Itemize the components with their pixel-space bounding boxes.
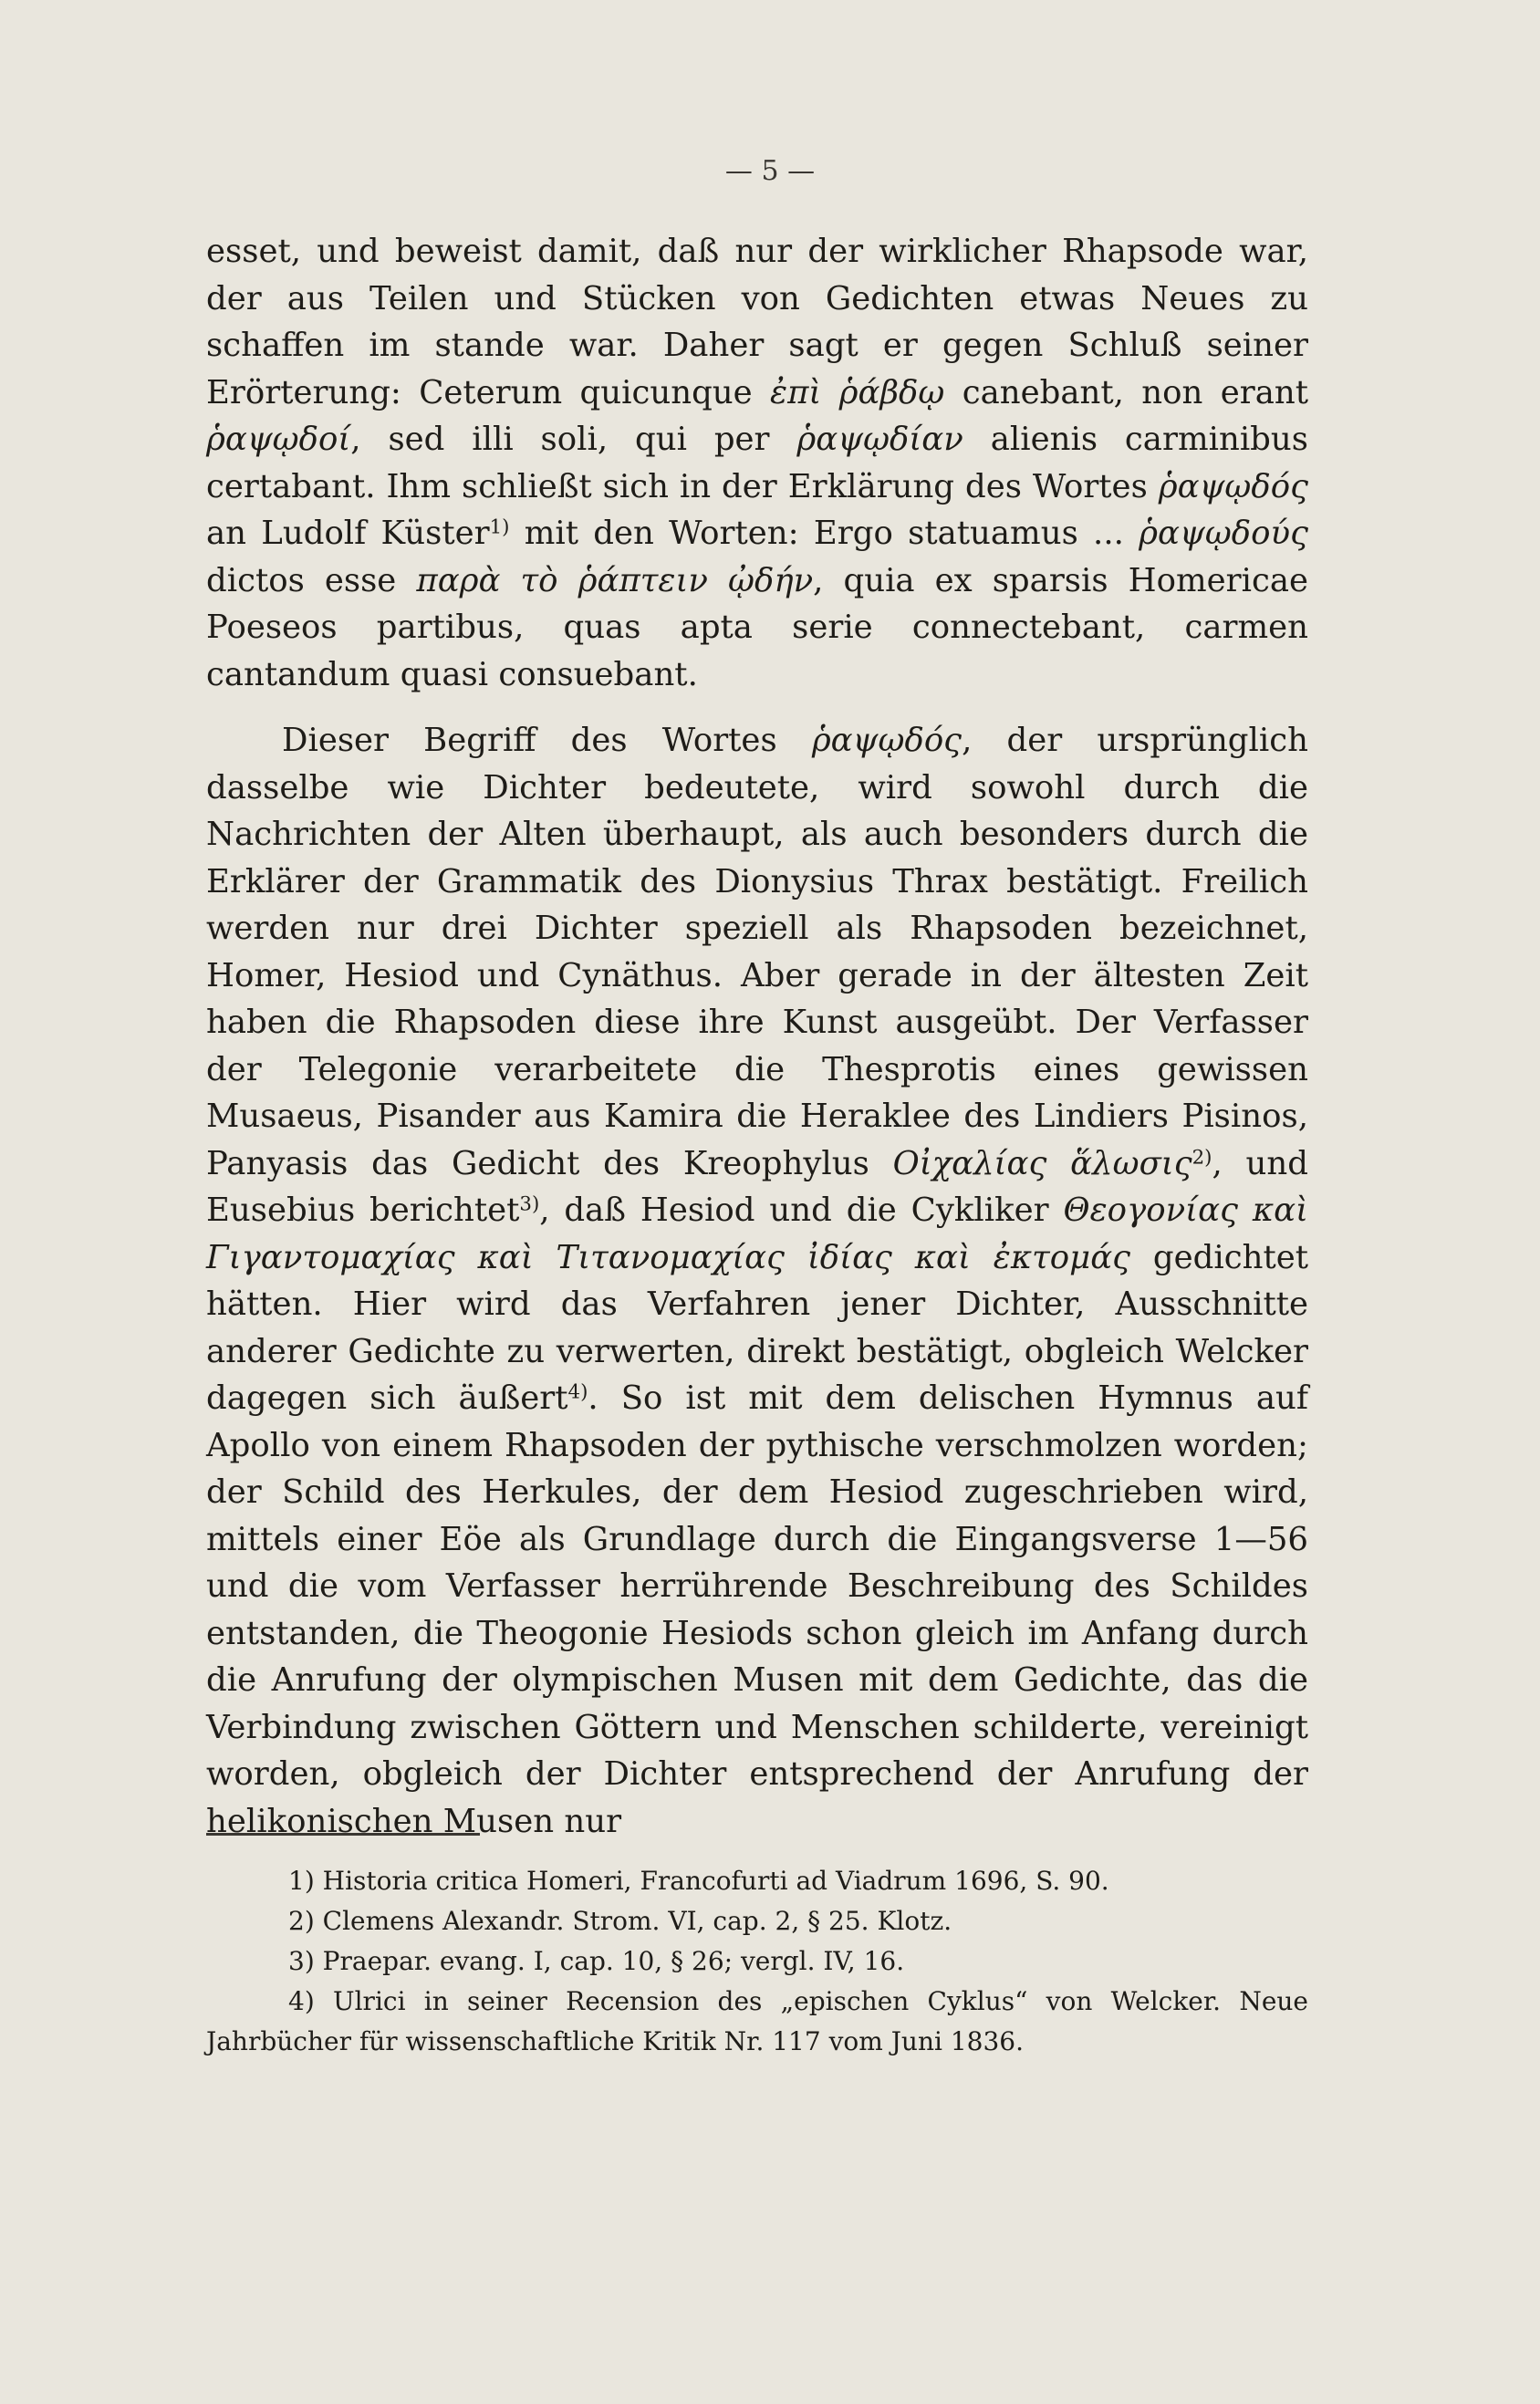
greek-phrase: Οἰχαλίας ἅλωσις [892,1144,1192,1182]
footnote-ref: 4) [567,1380,588,1404]
greek-phrase: ῥαψῳδοί [206,421,351,458]
text-run: , der ursprünglich dasselbe wie Dichter bedeutete, wird sowohl durch die Nachrichten der Alten überhaupt, als auch besonders durch die Erklärer der Grammatik des Dionysius Thrax bestätigt. Freilich werden nur drei Dichter speziell als Rhapsoden bezeichnet, Homer, Hesiod und Cynäthus. Aber gerade in der ältesten Zeit haben die Rhapsoden diese ihre Kunst ausgeübt. Der Verfasser der Telegonie verarbeitete die Thesprotis eines gewissen Musaeus, Pisander aus Kamira die Heraklee des Lindiers Pisinos, Panyasis das Gedicht des Kreophylus [206,722,1308,1182]
footnote [206,1982,1308,2062]
paragraph [206,717,1308,1845]
footnote [206,1941,1308,1982]
greek-phrase: ῥαψῳδούς [1139,515,1308,552]
greek-phrase: ῥαψῳδός [811,722,962,759]
text-run: mit den Worten: Ergo statuamus ... [509,515,1139,552]
text-run: , quia ex sparsis Homericae Poeseos partibus, quas apta serie connectebant, carmen cantandum quasi consuebant. [206,561,1308,693]
paragraph [206,228,1308,698]
text-run: an Ludolf Küster [206,515,490,552]
footnote-mark: 1) [288,1866,315,1896]
footnote-mark: 3) [288,1946,315,1976]
footnotes [206,1861,1308,2062]
footnote-text: Praepar. evang. I, cap. 10, § 26; vergl. IV, 16. [322,1946,905,1976]
footnote-divider [206,1833,480,1836]
footnote-ref: 1) [489,515,510,539]
footnote-mark: 2) [288,1906,315,1936]
text-run: canebant, non erant [944,373,1308,411]
footnote-text: Historia critica Homeri, Francofurti ad Viadrum 1696, S. 90. [322,1866,1109,1896]
footnote [206,1861,1308,1901]
text-run: . So ist mit dem delischen Hymnus auf Apollo von einem Rhapsoden der pythische verschmolzen worden; der Schild des Herkules, der dem Hesiod zugeschrieben wird, mittels einer Eöe als Grundlage durch die Eingangsverse 1—56 und die vom Verfasser herrührende Beschreibung des Schildes entstanden, die Theogonie Hesiods schon gleich im Anfang durch die Anrufung der olympischen Musen mit dem Gedichte, das die Verbindung zwischen Göttern und Menschen schilderte, vereinigt worden, obgleich der Dichter entsprechend der Anrufung der helikonischen Musen nur [206,1379,1308,1840]
footnote [206,1901,1308,1941]
page-number: — 5 — [724,155,816,187]
greek-phrase: ῥαψῳδίαν [796,421,963,458]
text-run: dictos esse [206,561,417,599]
text-run: gedichtet hätten. Hier wird das Verfahren jener Dichter, Ausschnitte anderer Gedichte zu verwerten, direkt bestätigt, obgleich Welcker dagegen sich äußert [206,1238,1308,1417]
greek-phrase: παρὰ τὸ ῥάπτειν ᾠδήν [416,561,814,599]
text-run: Dieser Begriff des Wortes [282,722,812,759]
greek-phrase: Θεογονίας καὶ Γιγαντομαχίας καὶ Τιτανομαχίας ἰδίας καὶ ἐκτομάς [206,1192,1308,1276]
greek-phrase: ἐπὶ ῥάβδῳ [770,373,945,411]
footnote-ref: 3) [519,1192,540,1216]
footnote-ref: 2) [1191,1145,1212,1169]
greek-phrase: ῥαψῳδός [1158,467,1308,505]
text-run: , und Eusebius berichtet [206,1144,1308,1229]
text-run: , daß Hesiod und die Cykliker [539,1192,1064,1229]
text-run: alienis carminibus certabant. Ihm schließt sich in der Erklärung des Wortes [206,421,1308,505]
footnote-text: Clemens Alexandr. Strom. VI, cap. 2, § 25. Klotz. [322,1906,952,1936]
footnote-mark: 4) [288,1986,315,2016]
main-text [206,228,1308,1845]
text-run: esset, und beweist damit, daß nur der wirklicher Rhapsode war, der aus Teilen und Stücken von Gedichten etwas Neues zu schaffen im stande war. Daher sagt er gegen Schluß seiner Erörterung: Ceterum quicunque [206,233,1308,411]
text-run: , sed illi soli, qui per [350,421,797,458]
footnote-text: Ulrici in seiner Recension des „epischen Cyklus“ von Welcker. Neue Jahrbücher für wissenschaftliche Kritik Nr. 117 vom Juni 1836. [206,1986,1308,2056]
